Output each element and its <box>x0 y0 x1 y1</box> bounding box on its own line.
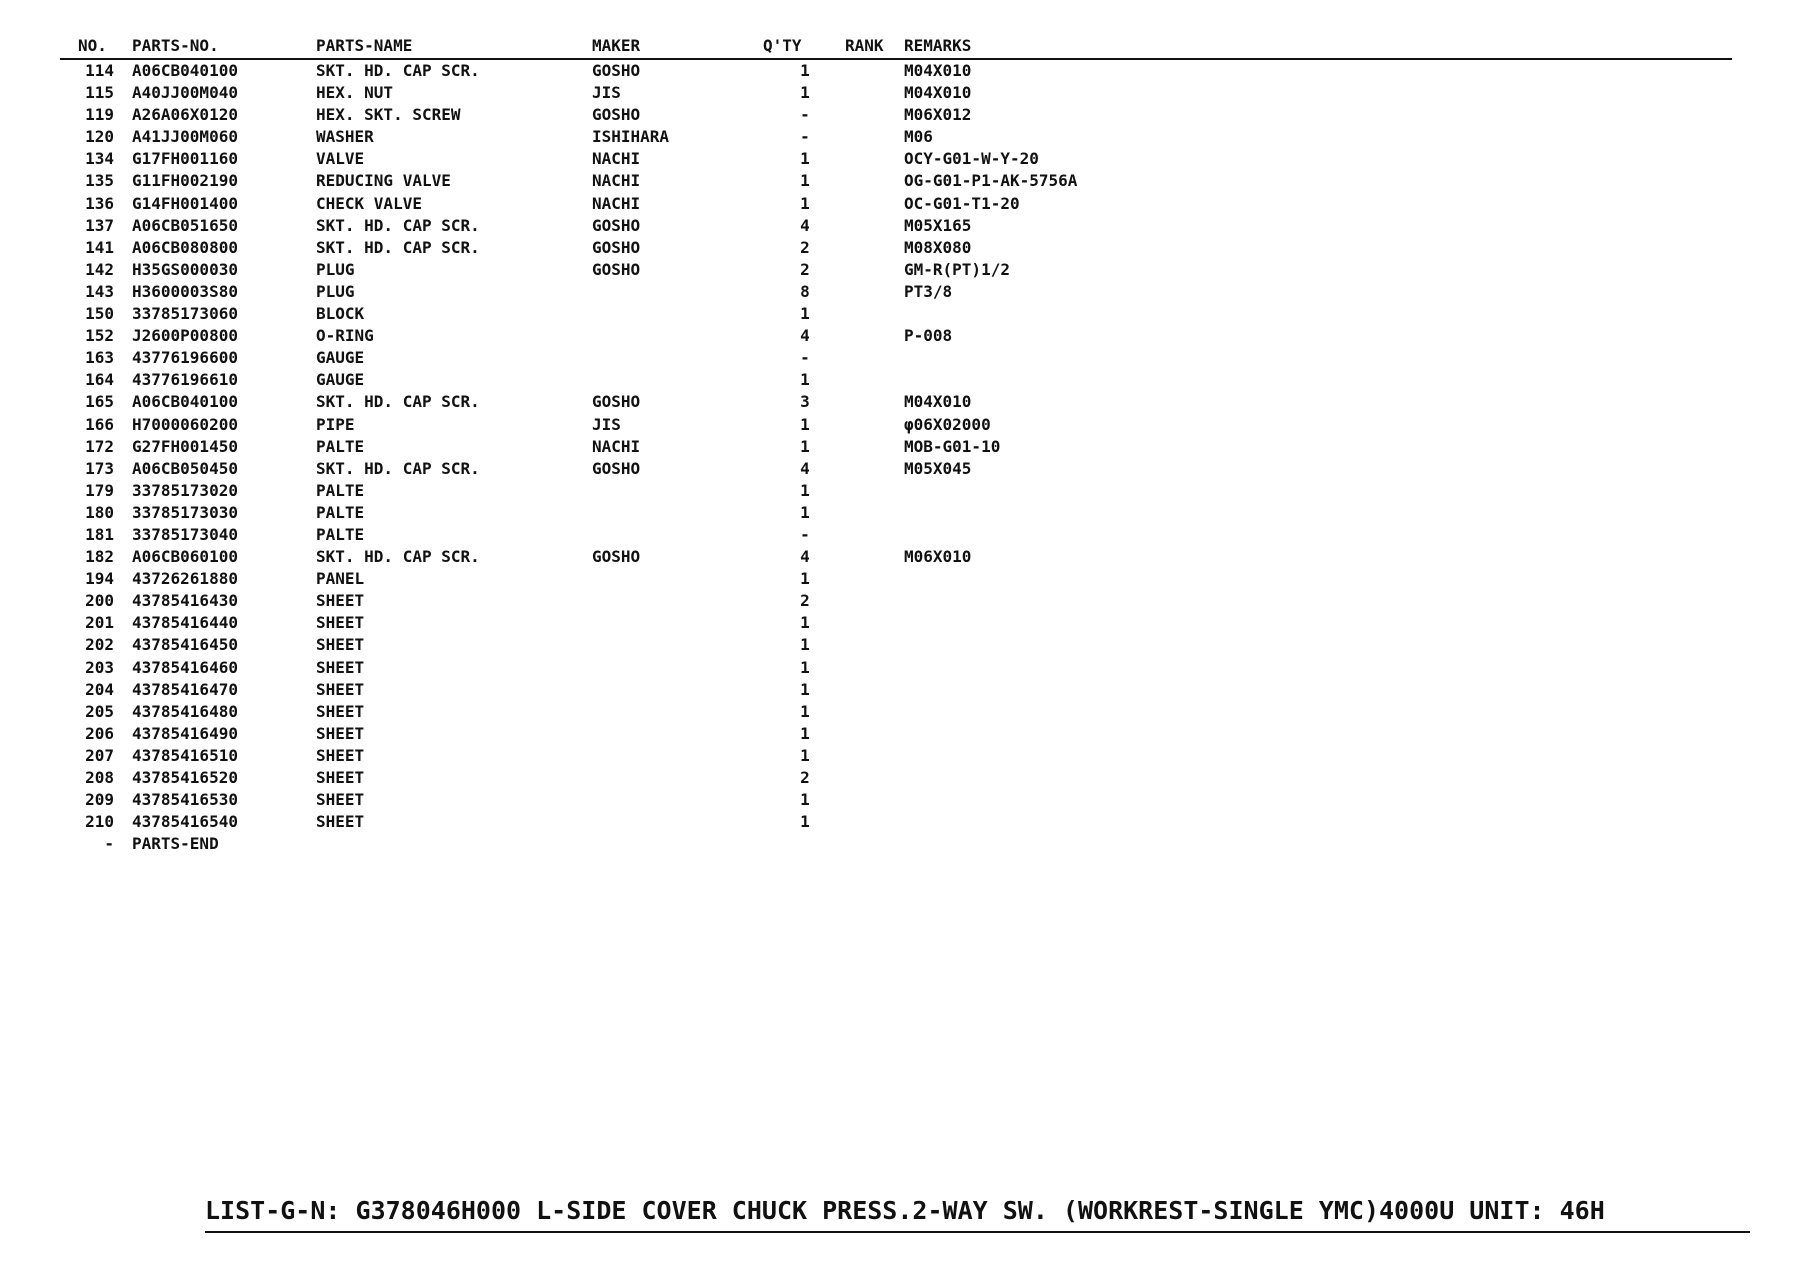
cell-remarks: M05X045 <box>904 458 972 478</box>
table-row <box>60 568 1732 590</box>
cell-maker: GOSHO <box>592 215 641 235</box>
cell-remarks: MOB-G01-10 <box>904 436 1001 456</box>
cell-no: 182 <box>85 547 114 567</box>
cell-no: 115 <box>85 83 114 103</box>
table-header <box>60 36 1732 60</box>
cell-parts-name: SKT. HD. CAP SCR. <box>316 61 480 80</box>
cell-parts-no: G17FH001160 <box>132 149 238 169</box>
cell-parts-no: A26A06X0120 <box>132 105 238 125</box>
cell-maker: GOSHO <box>592 61 641 80</box>
cell-qty: 1 <box>800 745 810 765</box>
cell-parts-no: 43785416530 <box>132 790 238 810</box>
table-row <box>60 612 1732 634</box>
cell-parts-name: PIPE <box>316 414 355 434</box>
cell-no: 163 <box>85 348 114 368</box>
cell-qty: 8 <box>800 281 810 301</box>
table-row <box>60 391 1732 413</box>
table-row <box>60 833 1732 855</box>
cell-parts-name: BLOCK <box>316 304 365 324</box>
cell-parts-no: 33785173020 <box>132 480 238 500</box>
table-row <box>60 369 1732 391</box>
cell-parts-name: SKT. HD. CAP SCR. <box>316 458 480 478</box>
cell-parts-no: 43785416450 <box>132 635 238 655</box>
cell-parts-no: 43785416480 <box>132 701 238 721</box>
cell-parts-name: SKT. HD. CAP SCR. <box>316 237 480 257</box>
table-row <box>60 767 1732 789</box>
cell-qty: 1 <box>800 480 810 500</box>
cell-parts-no: A06CB040100 <box>132 61 238 80</box>
cell-no: 208 <box>85 768 114 787</box>
table-row <box>60 789 1732 811</box>
cell-parts-name: PALTE <box>316 524 365 544</box>
cell-maker: GOSHO <box>592 458 641 478</box>
cell-parts-no: H7000060200 <box>132 414 238 434</box>
cell-remarks: M05X165 <box>904 215 972 235</box>
cell-qty: 4 <box>800 547 810 567</box>
cell-parts-name: SHEET <box>316 613 365 633</box>
parts-table-body <box>60 60 1732 855</box>
cell-qty: - <box>800 105 810 125</box>
cell-no: 194 <box>85 569 114 589</box>
cell-parts-name: SHEET <box>316 790 365 810</box>
cell-parts-no: PARTS-END <box>132 834 219 854</box>
cell-no: 202 <box>85 635 114 655</box>
cell-qty: 1 <box>800 436 810 456</box>
cell-remarks: M08X080 <box>904 237 972 257</box>
cell-parts-name: PALTE <box>316 436 365 456</box>
cell-no: 114 <box>85 61 114 80</box>
table-row <box>60 480 1732 502</box>
cell-parts-no: A06CB060100 <box>132 547 238 567</box>
cell-parts-name: SHEET <box>316 812 365 832</box>
cell-maker: GOSHO <box>592 547 641 567</box>
cell-qty: 1 <box>800 569 810 589</box>
table-row <box>60 281 1732 303</box>
cell-qty: 1 <box>800 171 810 191</box>
cell-remarks: M06X010 <box>904 547 972 567</box>
cell-no: 201 <box>85 613 114 633</box>
cell-remarks: OG-G01-P1-AK-5756A <box>904 171 1078 191</box>
cell-no: 141 <box>85 237 114 257</box>
cell-remarks: OC-G01-T1-20 <box>904 193 1020 213</box>
cell-remarks: M06 <box>904 127 933 147</box>
cell-qty: 1 <box>800 790 810 810</box>
cell-no: 150 <box>85 304 114 324</box>
cell-remarks: φ06X02000 <box>904 414 991 434</box>
cell-no: 173 <box>85 458 114 478</box>
cell-parts-name: PALTE <box>316 480 365 500</box>
cell-parts-name: REDUCING VALVE <box>316 171 451 191</box>
cell-parts-no: A06CB051650 <box>132 215 238 235</box>
cell-parts-no: 43785416470 <box>132 679 238 699</box>
table-row <box>60 723 1732 745</box>
cell-remarks: M04X010 <box>904 61 972 80</box>
table-row <box>60 414 1732 436</box>
cell-no: 207 <box>85 745 114 765</box>
cell-maker: JIS <box>592 414 621 434</box>
cell-no: 135 <box>85 171 114 191</box>
cell-qty: 1 <box>800 502 810 522</box>
cell-no: 143 <box>85 281 114 301</box>
cell-qty: 1 <box>800 149 810 169</box>
cell-parts-no: A06CB050450 <box>132 458 238 478</box>
cell-qty: 2 <box>800 591 810 611</box>
cell-qty: - <box>800 524 810 544</box>
cell-qty: 1 <box>800 812 810 832</box>
cell-no: 165 <box>85 392 114 412</box>
cell-parts-no: 33785173030 <box>132 502 238 522</box>
table-row <box>60 303 1732 325</box>
cell-parts-name: HEX. SKT. SCREW <box>316 105 461 125</box>
table-row <box>60 60 1732 82</box>
cell-maker: JIS <box>592 83 621 103</box>
cell-parts-no: 43785416430 <box>132 591 238 611</box>
cell-no: 142 <box>85 259 114 279</box>
list-footer-title: LIST-G-N: G378046H000 L-SIDE COVER CHUCK PRESS.2-WAY SW. (WORKREST-SINGLE YMC)4000U UNIT: 46H <box>205 1195 1750 1233</box>
cell-qty: 4 <box>800 215 810 235</box>
header-no: NO. <box>78 36 107 55</box>
cell-parts-name: CHECK VALVE <box>316 193 422 213</box>
header-rank: RANK <box>845 36 884 55</box>
cell-parts-name: SHEET <box>316 701 365 721</box>
cell-parts-no: 43776196600 <box>132 348 238 368</box>
header-parts-name: PARTS-NAME <box>316 36 413 55</box>
cell-no: 166 <box>85 414 114 434</box>
cell-qty: 2 <box>800 237 810 257</box>
cell-qty: 4 <box>800 458 810 478</box>
cell-no: 209 <box>85 790 114 810</box>
cell-parts-name: PLUG <box>316 259 355 279</box>
cell-remarks: M06X012 <box>904 105 972 125</box>
cell-maker: GOSHO <box>592 237 641 257</box>
cell-parts-name: PANEL <box>316 569 365 589</box>
cell-parts-no: G11FH002190 <box>132 171 238 191</box>
table-row <box>60 590 1732 612</box>
cell-parts-no: 33785173040 <box>132 524 238 544</box>
cell-parts-no: H3600003S80 <box>132 281 238 301</box>
table-row <box>60 259 1732 281</box>
table-row <box>60 546 1732 568</box>
cell-parts-name: SHEET <box>316 723 365 743</box>
cell-maker: NACHI <box>592 436 641 456</box>
header-qty: Q'TY <box>763 36 802 55</box>
cell-qty: 1 <box>800 613 810 633</box>
cell-remarks: GM-R(PT)1/2 <box>904 259 1010 279</box>
table-row <box>60 215 1732 237</box>
cell-parts-name: VALVE <box>316 149 365 169</box>
table-row <box>60 502 1732 524</box>
cell-parts-name: SHEET <box>316 591 365 611</box>
cell-qty: 4 <box>800 326 810 346</box>
cell-no: 181 <box>85 524 114 544</box>
table-row <box>60 657 1732 679</box>
cell-parts-name: GAUGE <box>316 348 365 368</box>
cell-parts-name: O-RING <box>316 326 374 346</box>
cell-no: - <box>104 834 114 854</box>
cell-parts-no: G14FH001400 <box>132 193 238 213</box>
table-row <box>60 436 1732 458</box>
cell-no: 179 <box>85 480 114 500</box>
cell-qty: 1 <box>800 193 810 213</box>
cell-no: 206 <box>85 723 114 743</box>
cell-parts-name: SHEET <box>316 745 365 765</box>
cell-maker: NACHI <box>592 171 641 191</box>
table-row <box>60 811 1732 833</box>
table-row <box>60 524 1732 546</box>
cell-no: 205 <box>85 701 114 721</box>
cell-parts-no: 43785416540 <box>132 812 238 832</box>
cell-parts-name: HEX. NUT <box>316 83 394 103</box>
header-remarks: REMARKS <box>904 36 972 55</box>
cell-parts-no: J2600P00800 <box>132 326 238 346</box>
table-row <box>60 679 1732 701</box>
cell-parts-no: G27FH001450 <box>132 436 238 456</box>
cell-parts-no: 43726261880 <box>132 569 238 589</box>
table-row <box>60 104 1732 126</box>
cell-remarks: P-008 <box>904 326 953 346</box>
cell-parts-no: 43785416440 <box>132 613 238 633</box>
cell-no: 119 <box>85 105 114 125</box>
cell-remarks: M04X010 <box>904 392 972 412</box>
cell-qty: 3 <box>800 392 810 412</box>
cell-no: 152 <box>85 326 114 346</box>
cell-parts-no: 43785416490 <box>132 723 238 743</box>
cell-no: 200 <box>85 591 114 611</box>
cell-parts-no: A06CB040100 <box>132 392 238 412</box>
cell-maker: GOSHO <box>592 259 641 279</box>
cell-parts-name: PLUG <box>316 281 355 301</box>
cell-parts-no: A06CB080800 <box>132 237 238 257</box>
cell-parts-no: 43785416460 <box>132 657 238 677</box>
cell-parts-name: SKT. HD. CAP SCR. <box>316 392 480 412</box>
cell-remarks: PT3/8 <box>904 281 953 301</box>
cell-maker: GOSHO <box>592 392 641 412</box>
cell-parts-no: 43785416520 <box>132 768 238 787</box>
cell-qty: 2 <box>800 768 810 787</box>
cell-qty: - <box>800 348 810 368</box>
header-maker: MAKER <box>592 36 641 55</box>
table-row <box>60 82 1732 104</box>
header-parts-no: PARTS-NO. <box>132 36 219 55</box>
cell-maker: GOSHO <box>592 105 641 125</box>
table-row <box>60 745 1732 767</box>
table-row <box>60 325 1732 347</box>
cell-no: 203 <box>85 657 114 677</box>
cell-qty: 1 <box>800 83 810 103</box>
cell-qty: 1 <box>800 635 810 655</box>
cell-parts-no: H35GS000030 <box>132 259 238 279</box>
table-row <box>60 347 1732 369</box>
cell-no: 164 <box>85 370 114 390</box>
table-row <box>60 126 1732 148</box>
table-row <box>60 458 1732 480</box>
cell-no: 172 <box>85 436 114 456</box>
cell-remarks: OCY-G01-W-Y-20 <box>904 149 1039 169</box>
cell-no: 204 <box>85 679 114 699</box>
cell-no: 180 <box>85 502 114 522</box>
cell-no: 210 <box>85 812 114 832</box>
cell-parts-name: SKT. HD. CAP SCR. <box>316 547 480 567</box>
cell-qty: - <box>800 127 810 147</box>
cell-parts-name: SKT. HD. CAP SCR. <box>316 215 480 235</box>
cell-parts-name: PALTE <box>316 502 365 522</box>
cell-maker: ISHIHARA <box>592 127 670 147</box>
table-row <box>60 237 1732 259</box>
cell-parts-no: A40JJ00M040 <box>132 83 238 103</box>
cell-remarks: M04X010 <box>904 83 972 103</box>
cell-parts-name: GAUGE <box>316 370 365 390</box>
cell-parts-name: SHEET <box>316 768 365 787</box>
cell-qty: 1 <box>800 657 810 677</box>
table-row <box>60 701 1732 723</box>
cell-no: 137 <box>85 215 114 235</box>
cell-parts-no: 43785416510 <box>132 745 238 765</box>
cell-maker: NACHI <box>592 193 641 213</box>
cell-qty: 1 <box>800 414 810 434</box>
cell-parts-no: A41JJ00M060 <box>132 127 238 147</box>
cell-parts-no: 43776196610 <box>132 370 238 390</box>
cell-qty: 1 <box>800 701 810 721</box>
cell-no: 134 <box>85 149 114 169</box>
cell-qty: 2 <box>800 259 810 279</box>
table-row <box>60 193 1732 215</box>
cell-qty: 1 <box>800 679 810 699</box>
cell-parts-no: 33785173060 <box>132 304 238 324</box>
table-row <box>60 634 1732 656</box>
cell-qty: 1 <box>800 370 810 390</box>
cell-parts-name: SHEET <box>316 657 365 677</box>
cell-parts-name: WASHER <box>316 127 374 147</box>
cell-no: 120 <box>85 127 114 147</box>
cell-no: 136 <box>85 193 114 213</box>
cell-parts-name: SHEET <box>316 635 365 655</box>
cell-qty: 1 <box>800 61 810 80</box>
table-row <box>60 148 1732 170</box>
cell-qty: 1 <box>800 723 810 743</box>
cell-maker: NACHI <box>592 149 641 169</box>
cell-qty: 1 <box>800 304 810 324</box>
cell-parts-name: SHEET <box>316 679 365 699</box>
table-row <box>60 170 1732 192</box>
